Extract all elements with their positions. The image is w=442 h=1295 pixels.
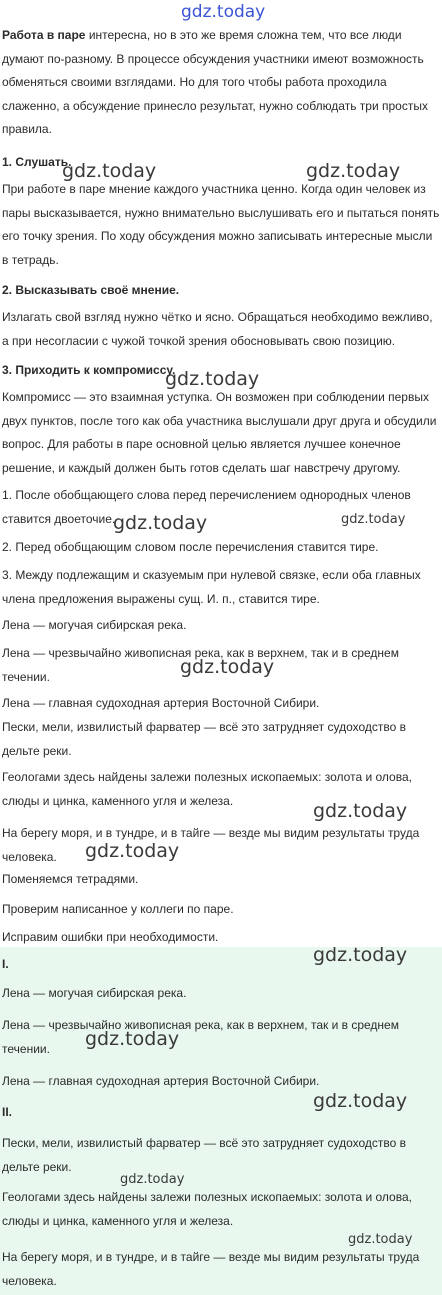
answer-sentence-6: На берегу моря, и в тундре, и в тайге — везде мы видим результаты труда человека. [2,1250,420,1288]
rule1-text: При работе в паре мнение каждого участника ценно. Когда один человек из пары высказывается, нужно внимательно выслушивать его и пытаться понять его точку зрения. По ходу обсуждения можно записывать интересные мысли в тетрадь. [2,182,440,267]
punctuation-rule-3: 3. Между подлежащим и сказуемым при нулевой связке, если оба главных члена предложения выражены сущ. И. п., ставится тире. [2,568,421,606]
rule2-heading: 2. Высказывать своё мнение. [2,283,180,297]
rule3-text: Компромисс — это взаимная уступка. Он возможен при соблюдении первых двух пунктов, после того как оба участника выслушали друг друга и обсудили вопрос. Для работы в паре основной целью является лучшее конечное решение, и каждый должен быть готов сделать шаг навстречу другому. [2,390,437,475]
sentence-2: Лена — чрезвычайно живописная река, как в верхнем, так и в среднем течении. [2,646,399,684]
watermark: gdz.today [313,944,408,966]
sentence-6: На берегу моря, и в тундре, и в тайге — везде мы видим результаты труда человека. [2,826,420,864]
sentence-5: Геологами здесь найдены залежи полезных ископаемых: золота и олова, слюды и цинка, каменного угля и железа. [2,770,412,808]
watermark-top: gdz.today [181,2,266,22]
answer-sentence-3: Лена — главная судоходная артерия Восточной Сибири. [2,1074,320,1088]
watermark: gdz.today [120,1172,185,1187]
watermark: gdz.today [165,368,260,390]
watermark: gdz.today [341,512,406,527]
group-1-label: I. [2,957,9,971]
sentence-1: Лена — могучая сибирская река. [2,618,187,632]
punctuation-rule-1: 1. После обобщающего слова перед перечислением однородных членов ставится двоеточие. [2,488,411,526]
rule2-text: Излагать свой взгляд нужно чётко и ясно. Обращаться необходимо вежливо, а при несогласии с чужой точкой зрения обосновывать свою позицию. [2,310,433,348]
watermark: gdz.today [348,1232,413,1247]
answer-sentence-5: Геологами здесь найдены залежи полезных ископаемых: золота и олова, слюды и цинка, каменного угля и железа. [2,1190,412,1228]
punctuation-rule-2: 2. Перед обобщающим словом после перечисления ставится тире. [2,540,379,554]
answer-sentence-4: Пески, мели, извилистый фарватер — всё это затрудняет судоходство в дельте реки. [2,1136,407,1174]
intro-text: интересна, но в это же время сложна тем, что все люди думают по-разному. В процессе обсуждения участники имеют возможность обменяться своими взглядами. Но для того чтобы работа проходила слаженно, а обсуждение принесло результат, нужно соблюдать три простых правила. [2,28,428,136]
watermark: gdz.today [113,512,208,534]
sentence-4: Пески, мели, извилистый фарватер — всё это затрудняет судоходство в дельте реки. [2,720,407,758]
step-check: Проверим написанное у коллеги по паре. [2,902,234,916]
watermark: gdz.today [306,160,401,182]
answer-sentence-2: Лена — чрезвычайно живописная река, как в верхнем, так и в среднем течении. [2,1018,399,1056]
sentence-3: Лена — главная судоходная артерия Восточной Сибири. [2,696,320,710]
watermark: gdz.today [62,160,157,182]
watermark: gdz.today [313,800,408,822]
intro-paragraph [2,24,440,142]
rule1-heading: 1. Слушать. [2,155,72,169]
rule3-heading: 3. Приходить к компромиссу. [2,363,176,377]
watermark: gdz.today [85,840,180,862]
watermark: gdz.today [85,1028,180,1050]
step-fix: Исправим ошибки при необходимости. [2,930,219,944]
answer-sentence-1: Лена — могучая сибирская река. [2,986,187,1000]
step-swap: Поменяемся тетрадями. [2,872,139,886]
intro-lead: Работа в паре [2,28,86,42]
watermark: gdz.today [180,656,275,678]
group-2-label: II. [2,1105,13,1119]
watermark: gdz.today [313,1090,408,1112]
